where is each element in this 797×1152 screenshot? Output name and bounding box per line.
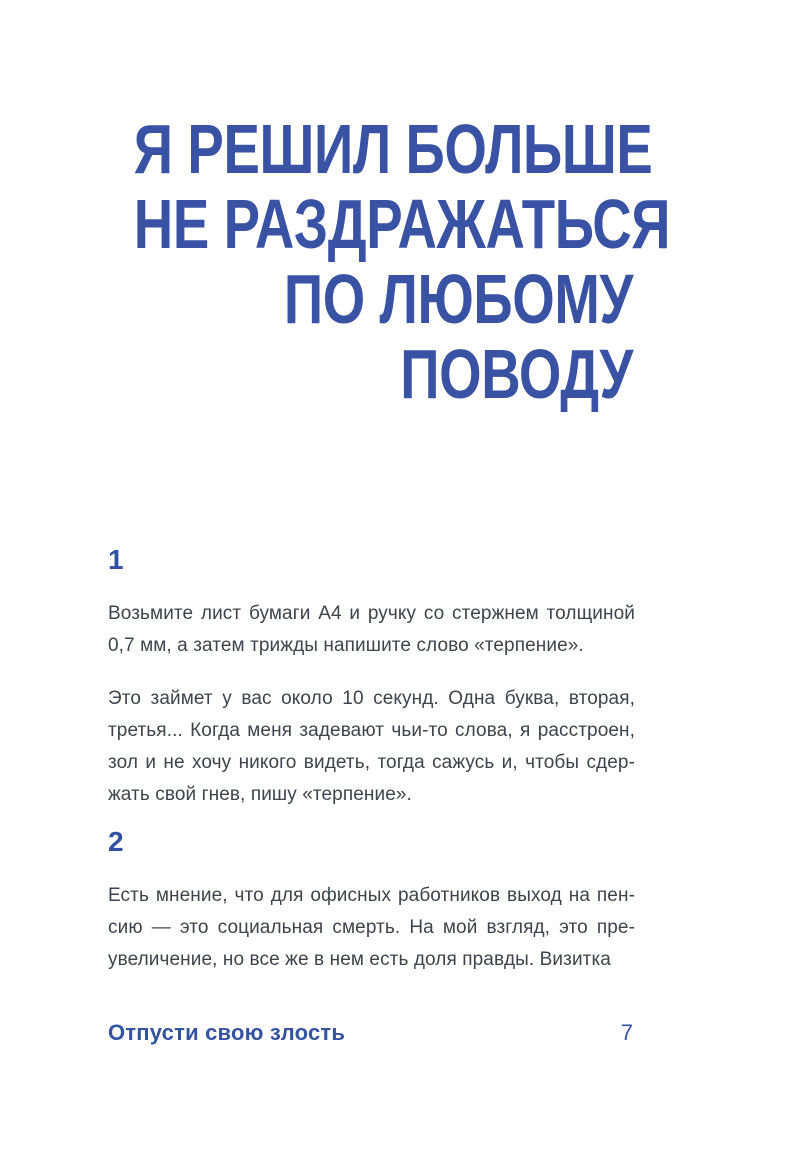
body-text-line: зол и не хочу никого видеть, тогда сажусь и, чтобы сдер- (108, 752, 635, 773)
exercise-section-2 (108, 826, 635, 976)
body-text-line: увеличение, но все же в нем есть доля правды. Визитка (108, 949, 611, 970)
body-paragraph (108, 683, 635, 811)
page-footer (108, 1020, 633, 1046)
chapter-title-line: ПО ЛЮБОМУ (283, 260, 633, 338)
section-number: 1 (108, 544, 124, 575)
body-text-line: Это займет у вас около 10 секунд. Одна буква, вторая, (108, 688, 635, 709)
body-text-line: третья... Когда меня задевают чьи-то слова, я расстроен, (108, 720, 635, 741)
body-paragraph (108, 880, 635, 976)
body-text-line: сию — это социальная смерть. На мой взгляд, это пре- (108, 917, 635, 938)
body-paragraph (108, 598, 635, 662)
exercise-section-1 (108, 544, 635, 811)
section-number: 2 (108, 826, 124, 857)
sections-container (108, 544, 635, 976)
body-text-line: Есть мнение, что для офисных работников выход на пен- (108, 885, 635, 906)
chapter-title-line: НЕ РАЗДРАЖАТЬСЯ (133, 185, 671, 263)
chapter-title (133, 110, 671, 413)
chapter-title-line: Я РЕШИЛ БОЛЬШЕ (133, 110, 653, 188)
page-body (108, 544, 635, 976)
body-text-line: Возьмите лист бумаги А4 и ручку со стержнем толщиной (108, 603, 635, 624)
body-text-line: 0,7 мм, а затем трижды напишите слово «терпение». (108, 635, 584, 656)
page-number: 7 (620, 1020, 633, 1045)
chapter-title-line: ПОВОДУ (400, 335, 633, 413)
body-text-line: жать свой гнев, пишу «терпение». (108, 784, 412, 805)
running-title: Отпусти свою злость (108, 1020, 346, 1045)
